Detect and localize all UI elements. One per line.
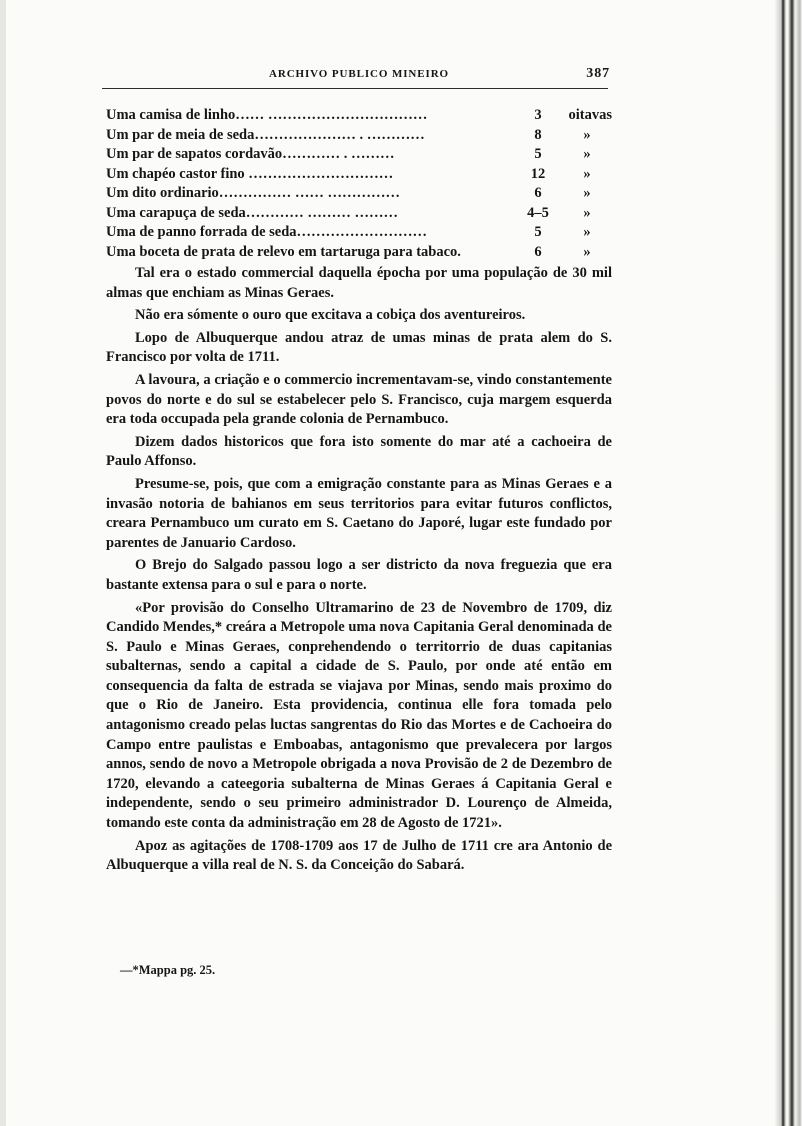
goods-unit: » [583, 146, 591, 162]
running-head [106, 60, 612, 80]
scan-edge-right [774, 0, 802, 1126]
book-page [106, 60, 612, 879]
body-text [106, 264, 612, 876]
paragraph: Tal era o estado commercial daquella épocha por uma população de 30 mil almas que enchiam as Minas Geraes. [106, 265, 612, 301]
goods-quantity: 4–5 [527, 204, 549, 221]
goods-quantity: 8 [534, 126, 542, 143]
header-rule [102, 88, 608, 89]
goods-item: Um par de meia de seda………………… . ………… [106, 126, 425, 143]
paragraph: Presume-se, pois, que com a emigração constante para as Minas Geraes e a invasão notoria de bahianos em seus territorios para evitar futuros conflictos, creara Pernambuco um curato em S. Caetano do Japoré, lugar este fundado por parentes de Januario Cardoso. [106, 475, 612, 551]
paragraph: A lavoura, a criação e o commercio incrementavam-se, vindo constantemente povos do norte e do sul se estabelecer pelo S. Francisco, cuja margem esquerda era toda occupada pela grande colonia de Pernambuco. [106, 371, 612, 428]
goods-unit: » [583, 185, 591, 201]
paragraph: Dizem dados historicos que fora isto somente do mar até a cachoeira de Paulo Affonso. [106, 433, 612, 470]
goods-row [106, 223, 612, 243]
paragraph: Lopo de Albuquerque andou atraz de umas minas de prata alem do S. Francisco por volta de 1711. [106, 329, 612, 366]
goods-price-list [106, 106, 612, 262]
goods-item: Uma boceta de prata de relevo em tartaruga para tabaco. [106, 243, 461, 260]
goods-quantity: 5 [534, 146, 542, 162]
goods-row [106, 243, 612, 263]
goods-quantity: 12 [530, 165, 546, 182]
goods-item: Um par de sapatos cordavão………… . ……… [106, 146, 395, 162]
goods-row [106, 106, 612, 126]
goods-item: Um dito ordinario…………… …… …………… [106, 185, 401, 201]
goods-unit: » [583, 243, 591, 260]
paragraph: «Por provisão do Conselho Ultramarino de 23 de Novembro de 1709, diz Candido Mendes,* creára a Metropole uma nova Capitania Geral denominada de S. Paulo e Minas Geraes, conprehendendo o territorrio de duas capitanias subalternas, sendo a capital a cidade de S. Paulo, por onde até então em consequencia da falta de estrada se viajava por Minas, sendo mais proximo do que o Rio de Janeiro. Esta providencia, continua elle fora tomada pelo antagonismo creado pelas luctas sangrentas do Rio das Mortes e de Cachoeira do Campo entre paulistas e Emboabas, antagonismo que prevalecera por largos annos, sendo de novo a Metropole obrigada a nova Provisão de 2 de Dezembro de 1720, elevando a cateegoria subalterna de Minas Geraes á Capitania Geral e independente, sendo o seu primeiro administrador D. Lourenço de Almeida, tomando este conta da administração em 28 de Agosto de 1721». [106, 599, 612, 832]
goods-quantity: 6 [534, 243, 542, 260]
paragraph: Apoz as agitações de 1708-1709 aos 17 de Julho de 1711 cre ara Antonio de Albuquerque a villa real de N. S. da Conceição do Sabará. [106, 837, 612, 874]
goods-unit: » [583, 224, 591, 240]
paragraph: Não era sómente o ouro que excitava a cobiça dos aventureiros. [135, 307, 526, 324]
goods-item: Uma de panno forrada de seda……………………… [106, 224, 428, 240]
goods-row [106, 204, 612, 224]
footnote: —*Mappa pg. 25. [120, 963, 216, 977]
goods-row [106, 184, 612, 204]
paragraph: O Brejo do Salgado passou logo a ser districto da nova freguezia que era bastante extensa para o sul e para o norte. [106, 557, 612, 593]
running-title: ARCHIVO PUBLICO MINEIRO [269, 68, 449, 80]
goods-unit: » [583, 204, 591, 221]
goods-quantity: 3 [534, 107, 542, 123]
goods-item: Uma camisa de linho…… …………………………… [106, 107, 428, 123]
goods-item: Um chapéo castor fino ………………………… [106, 165, 394, 182]
goods-row [106, 165, 612, 185]
goods-row [106, 145, 612, 165]
goods-item: Uma carapuça de seda………… ……… ……… [106, 204, 399, 221]
scan-edge-left [0, 0, 6, 1126]
goods-unit: » [583, 165, 591, 182]
page-number: 387 [586, 66, 610, 81]
goods-unit: oitavas [568, 107, 612, 123]
goods-quantity: 5 [534, 224, 542, 240]
goods-unit: » [583, 126, 591, 143]
goods-quantity: 6 [534, 185, 542, 201]
goods-row [106, 126, 612, 146]
